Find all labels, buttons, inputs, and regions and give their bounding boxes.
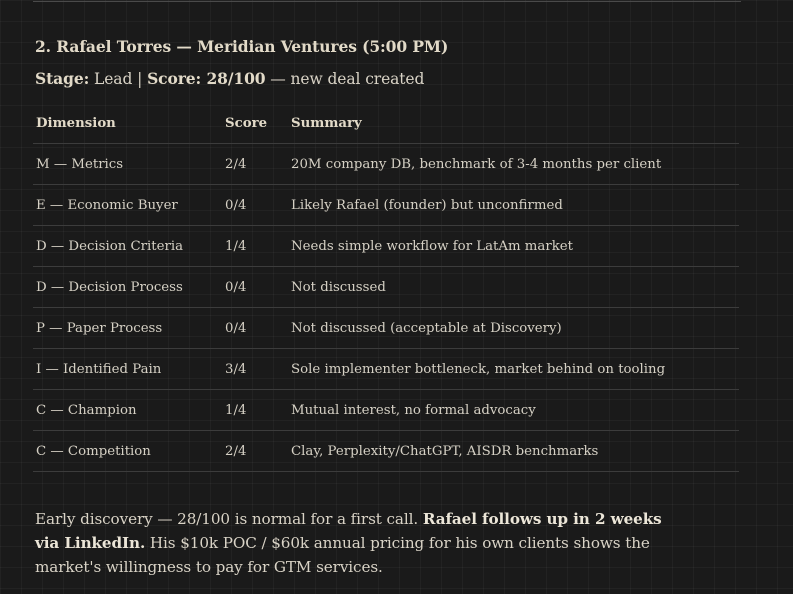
table-row xyxy=(33,349,739,390)
stage-value: Lead | xyxy=(89,70,148,88)
score-cell: 1/4 xyxy=(222,390,288,431)
score-cell: 0/4 xyxy=(222,308,288,349)
dimension-cell: I — Identified Pain xyxy=(33,349,222,390)
table-row xyxy=(33,144,739,185)
score-cell: 1/4 xyxy=(222,226,288,267)
score-cell: 3/4 xyxy=(222,349,288,390)
score-cell: 0/4 xyxy=(222,267,288,308)
dimension-cell: P — Paper Process xyxy=(33,308,222,349)
dimension-cell: M — Metrics xyxy=(33,144,222,185)
dimension-cell: C — Competition xyxy=(33,431,222,472)
top-divider xyxy=(33,1,741,2)
summary-cell: Likely Rafael (founder) but unconfirmed xyxy=(288,185,739,226)
table-row xyxy=(33,226,739,267)
summary-note xyxy=(35,507,675,579)
dimension-cell: C — Champion xyxy=(33,390,222,431)
summary-cell: Clay, Perplexity/ChatGPT, AISDR benchmarks xyxy=(288,431,739,472)
meddpicc-table xyxy=(33,103,739,472)
dimension-cell: E — Economic Buyer xyxy=(33,185,222,226)
column-header-summary: Summary xyxy=(288,103,739,144)
dimension-cell: D — Decision Criteria xyxy=(33,226,222,267)
summary-cell: Not discussed (acceptable at Discovery) xyxy=(288,308,739,349)
table-header-row xyxy=(33,103,739,144)
score-cell: 0/4 xyxy=(222,185,288,226)
note-rest: His $10k POC / $60k annual pricing for his own clients shows the market's willingness to pay for GTM services. xyxy=(35,534,650,576)
table-row xyxy=(33,390,739,431)
note-emphasis: Rafael follows up in 2 weeks via LinkedIn. xyxy=(35,510,662,552)
column-header-score: Score xyxy=(222,103,288,144)
summary-cell: Not discussed xyxy=(288,267,739,308)
score-label: Score: 28/100 xyxy=(147,69,266,88)
deal-heading: 2. Rafael Torres — Meridian Ventures (5:00 PM) xyxy=(35,37,449,56)
note-intro: Early discovery — 28/100 is normal for a first call. xyxy=(35,510,423,528)
column-header-dimension: Dimension xyxy=(33,103,222,144)
table-row xyxy=(33,431,739,472)
summary-cell: Needs simple workflow for LatAm market xyxy=(288,226,739,267)
table-row xyxy=(33,267,739,308)
table-row xyxy=(33,185,739,226)
score-cell: 2/4 xyxy=(222,144,288,185)
table-row xyxy=(33,308,739,349)
summary-cell: Mutual interest, no formal advocacy xyxy=(288,390,739,431)
score-cell: 2/4 xyxy=(222,431,288,472)
summary-cell: Sole implementer bottleneck, market behind on tooling xyxy=(288,349,739,390)
summary-cell: 20M company DB, benchmark of 3-4 months per client xyxy=(288,144,739,185)
deal-stage-line xyxy=(35,69,424,88)
score-suffix: — new deal created xyxy=(265,70,425,88)
dimension-cell: D — Decision Process xyxy=(33,267,222,308)
stage-label: Stage: xyxy=(35,69,90,88)
